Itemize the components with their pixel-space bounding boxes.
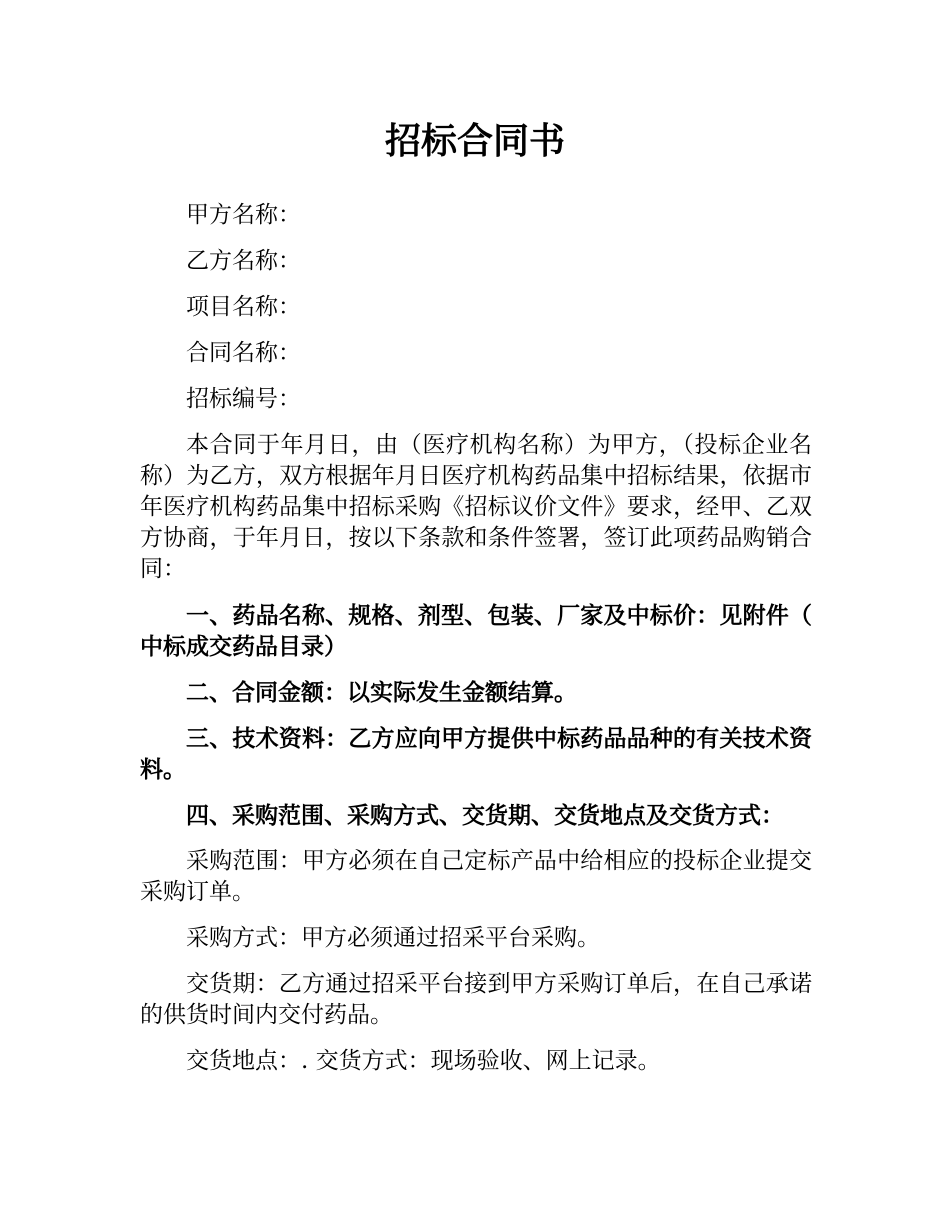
field-project-name: 项目名称： — [186, 294, 301, 320]
detail-delivery-location: 交货地点：. 交货方式：现场验收、网上记录。 — [186, 1048, 661, 1074]
document-title: 招标合同书 — [384, 120, 565, 162]
clause-1-drug-details: 一、药品名称、规格、剂型、包装、厂家及中标价：见附件（中标成交药品目录） — [140, 602, 812, 660]
intro-paragraph: 本合同于年月日，由（医疗机构名称）为甲方，（投标企业名称）为乙方，双方根据年月日医疗机构药品集中招标结果，依据市年医疗机构药品集中招标采购《招标议价文件》要求，经甲、乙双方协商，于年月日，按以下条款和条件签署，签订此项药品购销合同： — [140, 432, 812, 582]
field-party-a-name: 甲方名称： — [186, 202, 301, 228]
clause-2-contract-amount: 二、合同金额：以实际发生金额结算。 — [186, 679, 577, 706]
field-contract-name: 合同名称： — [186, 340, 301, 366]
detail-procurement-method: 采购方式：甲方必须通过招采平台采购。 — [186, 925, 600, 951]
document-body — [140, 200, 812, 1092]
clause-3-technical-data: 三、技术资料：乙方应向甲方提供中标药品品种的有关技术资料。 — [140, 725, 812, 783]
field-tender-number: 招标编号： — [186, 386, 301, 412]
detail-procurement-scope: 采购范围：甲方必须在自己定标产品中给相应的投标企业提交采购订单。 — [140, 848, 812, 905]
clause-4-procurement: 四、采购范围、采购方式、交货期、交货地点及交货方式： — [186, 802, 784, 829]
field-party-b-name: 乙方名称： — [186, 248, 301, 274]
detail-delivery-period: 交货期：乙方通过招采平台接到甲方采购订单后，在自己承诺的供货时间内交付药品。 — [140, 971, 812, 1028]
